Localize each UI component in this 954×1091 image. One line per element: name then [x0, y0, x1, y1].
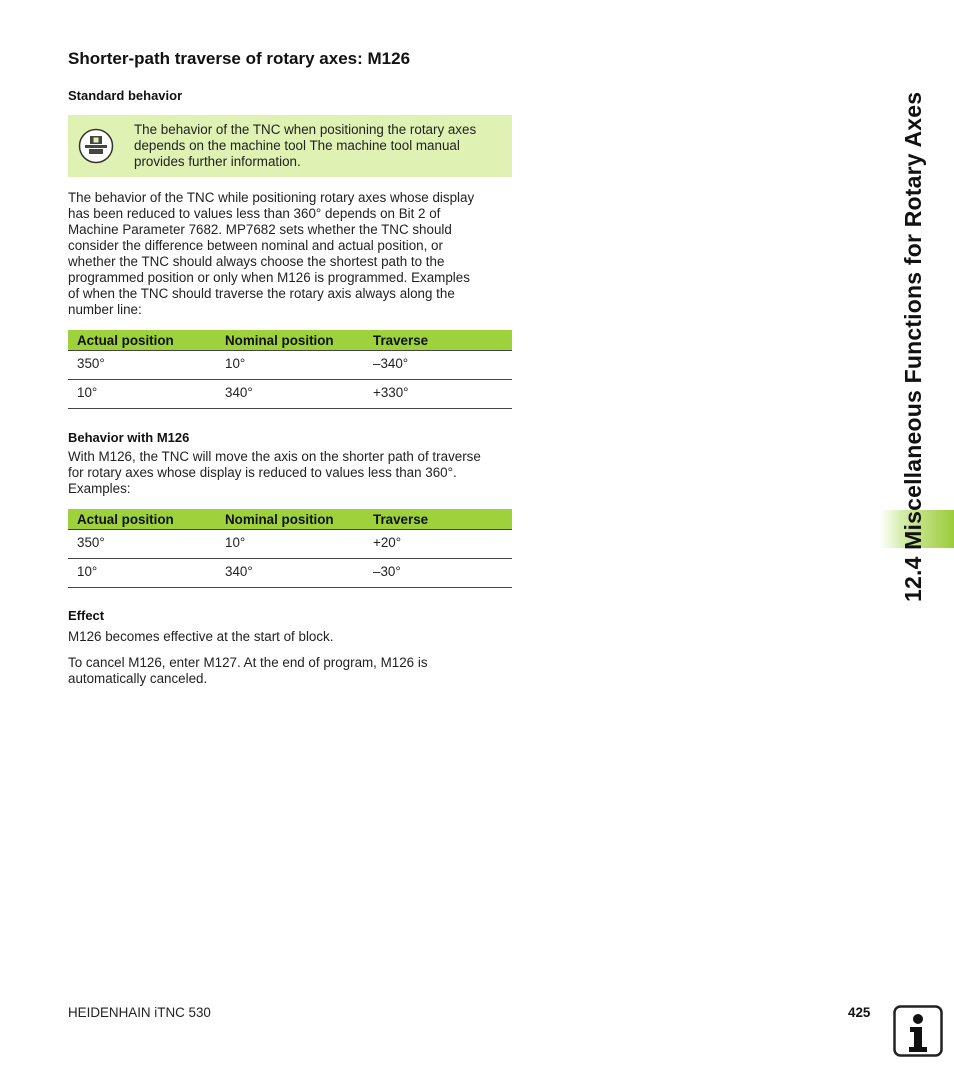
standard-behavior-heading: Standard behavior — [68, 88, 183, 103]
table-row — [68, 559, 512, 588]
paragraph-line: Machine Parameter 7682. MP7682 sets whether the TNC should — [68, 222, 452, 237]
paragraph-line: With M126, the TNC will move the axis on the shorter path of traverse — [68, 449, 481, 464]
table-cell: 10° — [68, 559, 216, 588]
table-cell: –30° — [364, 559, 512, 588]
table-header-row — [68, 509, 512, 530]
info-icon — [893, 1005, 943, 1057]
table-row — [68, 380, 512, 409]
paragraph-line: for rotary axes whose display is reduced to values less than 360°. — [68, 465, 457, 480]
effect-paragraph-1: M126 becomes effective at the start of block. — [68, 629, 334, 644]
machine-note-text — [134, 122, 510, 170]
m126-behavior-paragraph — [68, 449, 514, 497]
machine-tool-icon — [78, 128, 114, 164]
paragraph-line: of when the TNC should traverse the rotary axis always along the — [68, 286, 455, 301]
section-title: Shorter-path traverse of rotary axes: M126 — [68, 49, 411, 68]
table-cell: 340° — [216, 559, 364, 588]
paragraph-line: The behavior of the TNC while positioning rotary axes whose display — [68, 190, 475, 205]
column-header: Actual position — [68, 330, 216, 351]
table-cell: +20° — [364, 530, 512, 559]
effect-heading: Effect — [68, 608, 105, 623]
paragraph-line: has been reduced to values less than 360° depends on Bit 2 of — [68, 206, 441, 221]
paragraph-line: whether the TNC should always choose the shortest path to the — [68, 254, 445, 269]
table-header-row — [68, 330, 512, 351]
paragraph-line: Examples: — [68, 481, 131, 496]
column-header: Actual position — [68, 509, 216, 530]
machine-note-box — [68, 115, 512, 177]
paragraph-line: programmed position or only when M126 is programmed. Examples — [68, 270, 470, 285]
table-row — [68, 530, 512, 559]
paragraph-line: consider the difference between nominal and actual position, or — [68, 238, 443, 253]
paragraph-line: number line: — [68, 302, 142, 317]
effect-paragraph-2 — [68, 655, 514, 687]
column-header: Traverse — [364, 330, 512, 351]
column-header: Nominal position — [216, 330, 364, 351]
paragraph-line: automatically canceled. — [68, 671, 208, 686]
table-cell: 10° — [68, 380, 216, 409]
m126-behavior-table — [68, 509, 512, 588]
table-cell: 350° — [68, 530, 216, 559]
m126-behavior-heading: Behavior with M126 — [68, 430, 190, 445]
standard-behavior-table — [68, 330, 512, 409]
paragraph-line: To cancel M126, enter M127. At the end of program, M126 is — [68, 655, 428, 670]
footer-manual-name: HEIDENHAIN iTNC 530 — [68, 1005, 211, 1020]
note-line: The behavior of the TNC when positioning the rotary axes — [134, 122, 477, 137]
page-number: 425 — [848, 1005, 871, 1020]
chapter-side-title-text: 12.4 Miscellaneous Functions for Rotary Axes — [900, 91, 926, 602]
table-cell: –340° — [364, 351, 512, 380]
standard-behavior-paragraph — [68, 190, 514, 318]
table-cell: +330° — [364, 380, 512, 409]
table-cell: 10° — [216, 351, 364, 380]
note-line: depends on the machine tool The machine tool manual — [134, 138, 460, 153]
table-row — [68, 351, 512, 380]
table-cell: 350° — [68, 351, 216, 380]
column-header: Traverse — [364, 509, 512, 530]
table-cell: 10° — [216, 530, 364, 559]
note-line: provides further information. — [134, 154, 301, 169]
column-header: Nominal position — [216, 509, 364, 530]
table-cell: 340° — [216, 380, 364, 409]
